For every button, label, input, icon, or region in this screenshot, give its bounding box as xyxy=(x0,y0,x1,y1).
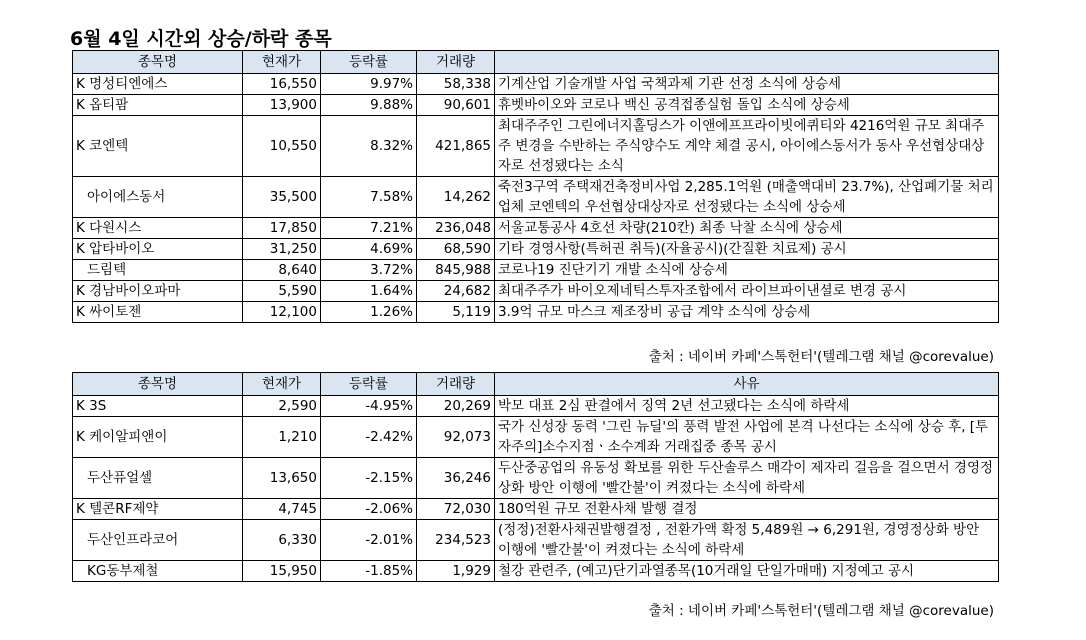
stock-reason: 180억원 규모 전환사채 발행 결정 xyxy=(495,499,999,520)
stock-name: K 코엔텍 xyxy=(73,116,243,177)
table-row xyxy=(73,417,999,458)
stock-reason: 휴벳바이오와 코로나 백신 공격접종실험 돌입 소식에 상승세 xyxy=(495,95,999,116)
stock-volume: 24,682 xyxy=(417,281,495,302)
stock-volume: 90,601 xyxy=(417,95,495,116)
stock-name: K 경남바이오파마 xyxy=(73,281,243,302)
stock-volume: 1,929 xyxy=(417,561,495,582)
stock-name: K 텔콘RF제약 xyxy=(73,499,243,520)
stock-volume: 236,048 xyxy=(417,218,495,239)
stock-price: 4,745 xyxy=(243,499,321,520)
stock-price: 13,900 xyxy=(243,95,321,116)
table-row xyxy=(73,458,999,499)
table-header-row xyxy=(73,373,999,396)
stock-price: 2,590 xyxy=(243,396,321,417)
table-row xyxy=(73,74,999,95)
stock-volume: 68,590 xyxy=(417,239,495,260)
stock-reason: 철강 관련주, (예고)단기과열종목(10거래일 단일가매매) 지정예고 공시 xyxy=(495,561,999,582)
stock-reason: 최대주주인 그린에너지홀딩스가 이앤에프프라이빗에퀴티와 4216억원 규모 최대주주 변경을 수반하는 주식양수도 계약 체결 공시, 아이에스동서가 동사 우선협상대상자로 선정됐다는 소식 xyxy=(495,116,999,177)
stock-reason: 박모 대표 2심 판결에서 징역 2년 선고됐다는 소식에 하락세 xyxy=(495,396,999,417)
stock-name: K 3S xyxy=(73,396,243,417)
stock-reason: 3.9억 규모 마스크 제조장비 공급 계약 소식에 상승세 xyxy=(495,302,999,323)
stock-change: 7.21% xyxy=(321,218,417,239)
stock-volume: 845,988 xyxy=(417,260,495,281)
stock-price: 35,500 xyxy=(243,177,321,218)
stock-price: 16,550 xyxy=(243,74,321,95)
table-row xyxy=(73,239,999,260)
page-title: 6월 4일 시간외 상승/하락 종목 xyxy=(70,28,332,50)
stock-reason: 국가 신성장 동력 '그린 뉴딜'의 풍력 발전 사업에 본격 나선다는 소식에 상승 후, [투자주의]소수지점ㆍ소수계좌 거래집중 종목 공시 xyxy=(495,417,999,458)
stock-change: -1.85% xyxy=(321,561,417,582)
col-header-change: 등락률 xyxy=(321,373,417,396)
stock-price: 12,100 xyxy=(243,302,321,323)
stock-name: K 싸이토젠 xyxy=(73,302,243,323)
stock-reason: 기타 경영사항(특허권 취득)(자율공시)(간질환 치료제) 공시 xyxy=(495,239,999,260)
table-row xyxy=(73,281,999,302)
stock-change: 1.26% xyxy=(321,302,417,323)
falling-stocks-table xyxy=(72,372,999,582)
stock-price: 1,210 xyxy=(243,417,321,458)
table-row xyxy=(73,116,999,177)
stock-volume: 92,073 xyxy=(417,417,495,458)
stock-reason: 서울교통공사 4호선 차량(210칸) 최종 낙찰 소식에 상승세 xyxy=(495,218,999,239)
table-row xyxy=(73,177,999,218)
col-header-reason xyxy=(495,51,999,74)
stock-name: 두산인프라코어 xyxy=(73,520,243,561)
stock-change: 4.69% xyxy=(321,239,417,260)
stock-reason: 두산중공업의 유동성 확보를 위한 두산솔루스 매각이 제자리 걸음을 걸으면서 경영정상화 방안 이행에 '빨간불'이 켜졌다는 소식에 하락세 xyxy=(495,458,999,499)
stock-name: 드림텍 xyxy=(73,260,243,281)
col-header-reason: 사유 xyxy=(495,373,999,396)
stock-volume: 58,338 xyxy=(417,74,495,95)
stock-change: -2.42% xyxy=(321,417,417,458)
stock-price: 8,640 xyxy=(243,260,321,281)
table-row xyxy=(73,561,999,582)
stock-change: 9.88% xyxy=(321,95,417,116)
stock-name: KG동부제철 xyxy=(73,561,243,582)
col-header-volume: 거래량 xyxy=(417,373,495,396)
table-header-row xyxy=(73,51,999,74)
stock-change: -2.15% xyxy=(321,458,417,499)
table-row xyxy=(73,302,999,323)
stock-name: K 명성티엔에스 xyxy=(73,74,243,95)
stock-change: 8.32% xyxy=(321,116,417,177)
stock-price: 17,850 xyxy=(243,218,321,239)
stock-change: 3.72% xyxy=(321,260,417,281)
stock-price: 15,950 xyxy=(243,561,321,582)
stock-change: -2.06% xyxy=(321,499,417,520)
rising-stocks-table xyxy=(72,50,999,323)
stock-volume: 14,262 xyxy=(417,177,495,218)
stock-volume: 20,269 xyxy=(417,396,495,417)
table-row xyxy=(73,95,999,116)
stock-name: K 다원시스 xyxy=(73,218,243,239)
col-header-change: 등락률 xyxy=(321,51,417,74)
stock-name: 아이에스동서 xyxy=(73,177,243,218)
stock-change: -4.95% xyxy=(321,396,417,417)
stock-volume: 421,865 xyxy=(417,116,495,177)
stock-price: 5,590 xyxy=(243,281,321,302)
stock-reason: 기계산업 기술개발 사업 국책과제 기관 선정 소식에 상승세 xyxy=(495,74,999,95)
table-row xyxy=(73,218,999,239)
stock-name: K 옵티팜 xyxy=(73,95,243,116)
stock-name: K 케이알피앤이 xyxy=(73,417,243,458)
col-header-volume: 거래량 xyxy=(417,51,495,74)
table-row xyxy=(73,260,999,281)
col-header-price: 현재가 xyxy=(243,51,321,74)
table-row xyxy=(73,396,999,417)
stock-change: 1.64% xyxy=(321,281,417,302)
stock-reason: 죽전3구역 주택재건축정비사업 2,285.1억원 (매출액대비 23.7%), 산업폐기물 처리업체 코엔텍의 우선협상대상자로 선정됐다는 소식에 상승세 xyxy=(495,177,999,218)
stock-price: 13,650 xyxy=(243,458,321,499)
col-header-name: 종목명 xyxy=(73,51,243,74)
stock-volume: 72,030 xyxy=(417,499,495,520)
stock-name: 두산퓨얼셀 xyxy=(73,458,243,499)
stock-volume: 36,246 xyxy=(417,458,495,499)
col-header-price: 현재가 xyxy=(243,373,321,396)
stock-price: 6,330 xyxy=(243,520,321,561)
source-note: 출처 : 네이버 카페'스톡헌터'(텔레그램 채널 @corevalue) xyxy=(648,603,994,619)
stock-volume: 5,119 xyxy=(417,302,495,323)
col-header-name: 종목명 xyxy=(73,373,243,396)
table-row xyxy=(73,520,999,561)
stock-reason: 최대주주가 바이오제네틱스투자조합에서 라이브파이낸셜로 변경 공시 xyxy=(495,281,999,302)
source-note: 출처 : 네이버 카페'스톡헌터'(텔레그램 채널 @corevalue) xyxy=(648,349,994,365)
table-row xyxy=(73,499,999,520)
stock-reason: 코로나19 진단기기 개발 소식에 상승세 xyxy=(495,260,999,281)
stock-reason: (정정)전환사채권발행결정 , 전환가액 확정 5,489원 → 6,291원, 경영정상화 방안 이행에 '빨간불'이 켜졌다는 소식에 하락세 xyxy=(495,520,999,561)
stock-price: 31,250 xyxy=(243,239,321,260)
stock-volume: 234,523 xyxy=(417,520,495,561)
stock-name: K 압타바이오 xyxy=(73,239,243,260)
stock-change: -2.01% xyxy=(321,520,417,561)
stock-price: 10,550 xyxy=(243,116,321,177)
stock-change: 9.97% xyxy=(321,74,417,95)
stock-change: 7.58% xyxy=(321,177,417,218)
